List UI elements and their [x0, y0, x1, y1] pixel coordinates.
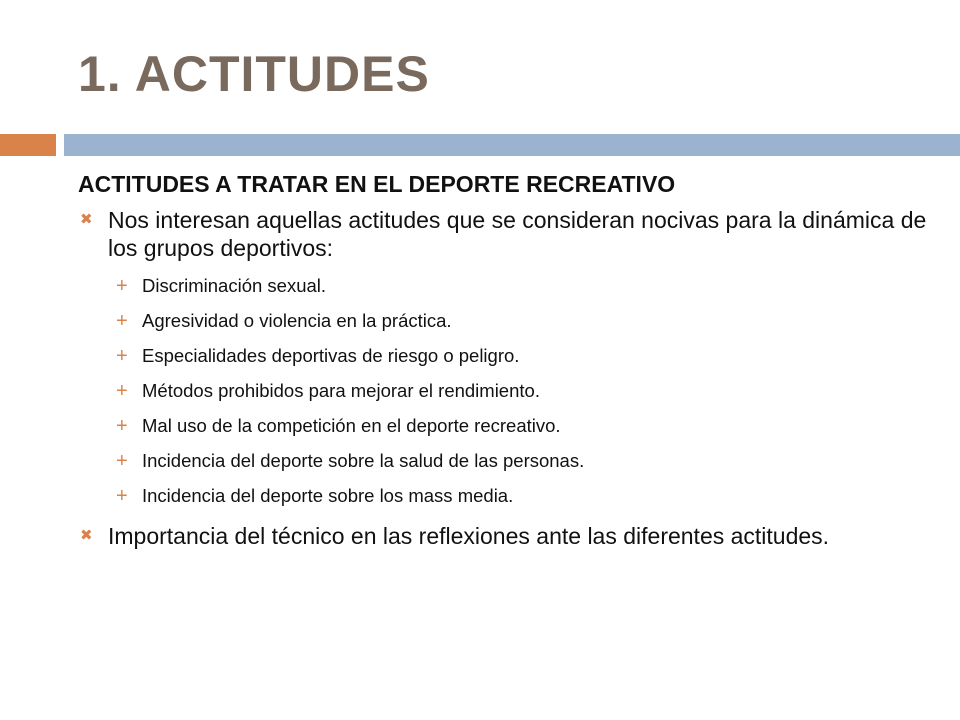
x-mark-icon: ✖ [80, 527, 93, 544]
sub-bullet-item [78, 309, 938, 333]
sub-bullet-text: Discriminación sexual. [142, 275, 327, 296]
sub-bullet-text: Especialidades deportivas de riesgo o peligro. [142, 345, 520, 366]
x-mark-icon: ✖ [80, 211, 93, 228]
plus-icon: + [116, 485, 128, 507]
plus-icon: + [116, 380, 128, 402]
accent-bar-blue [64, 134, 960, 156]
bullet-point-text: Importancia del técnico en las reflexiones ante las diferentes actitudes. [108, 523, 830, 549]
bullet-point-1 [78, 206, 938, 262]
sub-bullet-text: Incidencia del deporte sobre los mass media. [142, 485, 514, 506]
sub-bullet-item [78, 274, 938, 298]
plus-icon: + [116, 345, 128, 367]
sub-bullet-text: Métodos prohibidos para mejorar el rendimiento. [142, 380, 540, 401]
slide-title: 1. ACTITUDES [78, 46, 430, 102]
plus-icon: + [116, 450, 128, 472]
sub-bullet-item [78, 449, 938, 473]
plus-icon: + [116, 310, 128, 332]
sub-bullet-text: Agresividad o violencia en la práctica. [142, 310, 452, 331]
plus-icon: + [116, 415, 128, 437]
bullet-point-2 [78, 522, 938, 550]
sub-bullet-text: Incidencia del deporte sobre la salud de las personas. [142, 450, 585, 471]
slide-content [78, 168, 938, 562]
section-heading: ACTITUDES A TRATAR EN EL DEPORTE RECREATIVO [78, 171, 676, 197]
plus-icon: + [116, 275, 128, 297]
accent-bar-orange [0, 134, 56, 156]
sub-bullet-text: Mal uso de la competición en el deporte recreativo. [142, 415, 561, 436]
sub-bullet-list [78, 274, 938, 508]
sub-bullet-item [78, 344, 938, 368]
sub-bullet-item [78, 484, 938, 508]
sub-bullet-item [78, 379, 938, 403]
sub-bullet-item [78, 414, 938, 438]
bullet-point-text: Nos interesan aquellas actitudes que se consideran nocivas para la dinámica de los grupos deportivos: [108, 207, 927, 261]
